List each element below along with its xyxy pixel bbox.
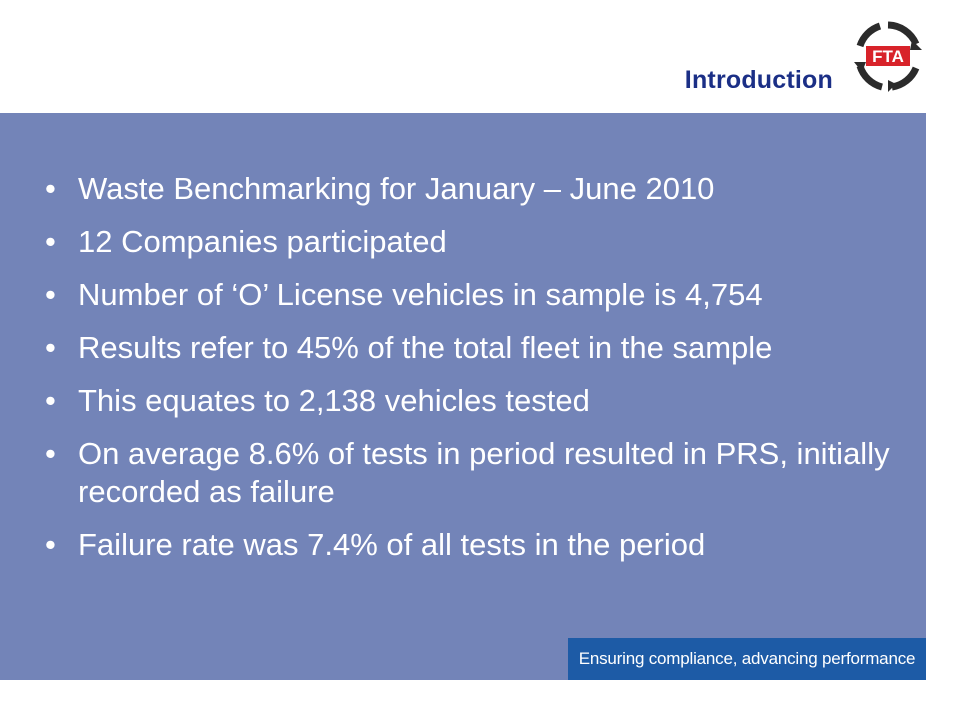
bullet-icon: •: [45, 383, 56, 418]
page-title: Introduction: [684, 66, 833, 94]
bullet-text: Number of ‘O’ License vehicles in sample is 4,754: [78, 277, 763, 312]
bullet-text: On average 8.6% of tests in period resulted in PRS, initially recorded as failure: [78, 436, 890, 509]
list-item: [0, 170, 926, 208]
bullet-text: This equates to 2,138 vehicles tested: [78, 383, 590, 418]
list-item: [0, 382, 926, 420]
bullet-text: Failure rate was 7.4% of all tests in the period: [78, 527, 706, 562]
bullet-icon: •: [45, 527, 56, 562]
footer-tagline: Ensuring compliance, advancing performance: [568, 638, 926, 680]
logo-text: FTA: [872, 47, 904, 66]
bullet-text: Results refer to 45% of the total fleet in the sample: [78, 330, 773, 365]
bullet-icon: •: [45, 224, 56, 259]
bullet-icon: •: [45, 171, 56, 206]
list-item: [0, 223, 926, 261]
list-item: [0, 276, 926, 314]
fta-logo: [852, 20, 924, 92]
bullet-text: Waste Benchmarking for January – June 2010: [78, 171, 715, 206]
bullet-icon: •: [45, 436, 56, 471]
bullet-icon: •: [45, 330, 56, 365]
content-panel: [0, 113, 926, 680]
bullet-icon: •: [45, 277, 56, 312]
list-item: [0, 435, 926, 511]
list-item: [0, 329, 926, 367]
bullet-list: [0, 170, 926, 579]
bullet-text: 12 Companies participated: [78, 224, 447, 259]
list-item: [0, 526, 926, 564]
